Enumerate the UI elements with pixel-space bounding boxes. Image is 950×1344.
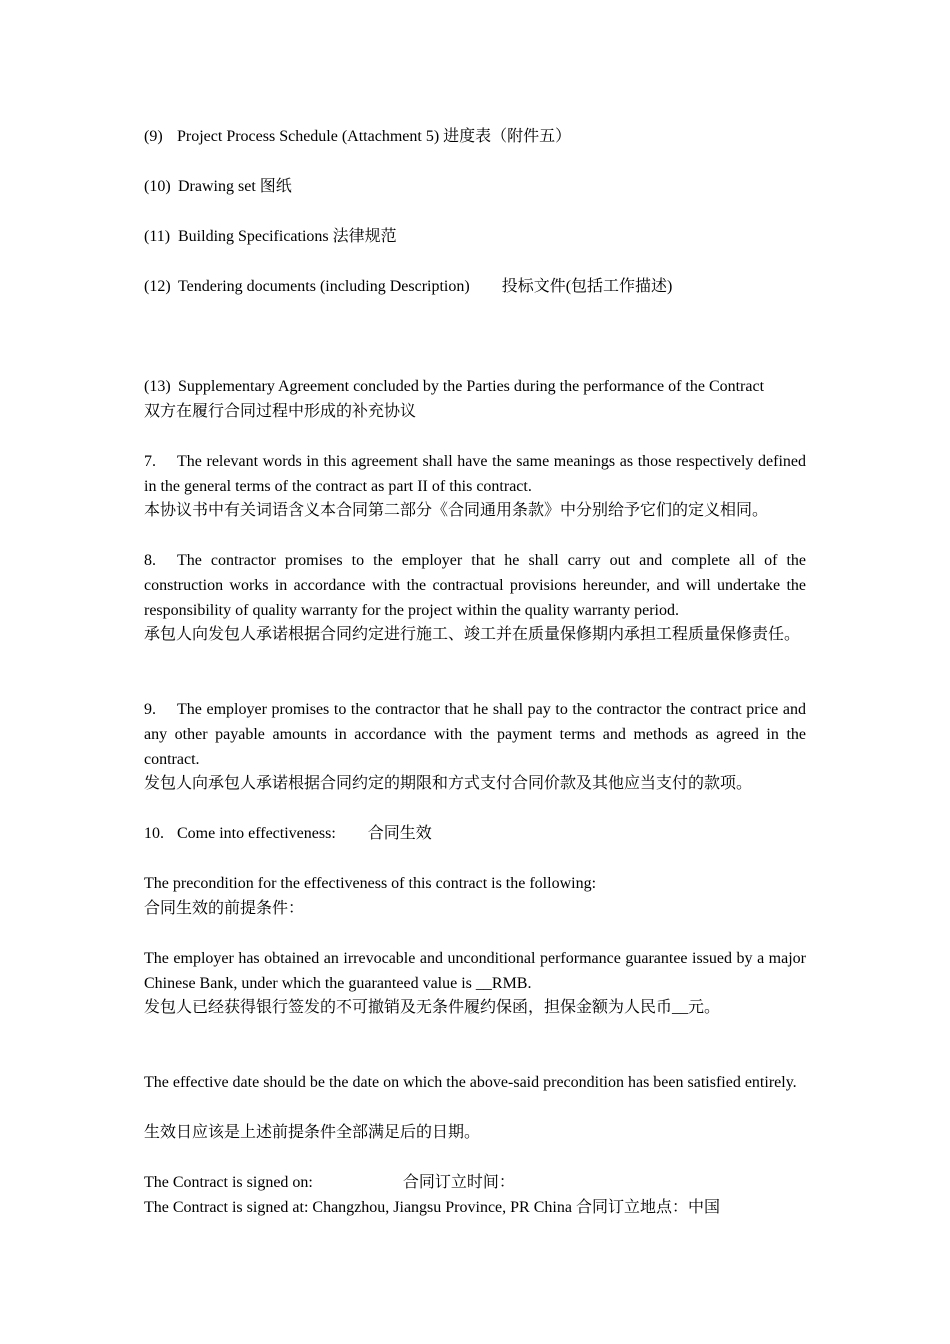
clause-9: [144, 697, 806, 772]
signed-at-line: The Contract is signed at: Changzhou, Jiangsu Province, PR China 合同订立地点：中国: [144, 1199, 720, 1216]
clause-7-cn: 本协议书中有关词语含义本合同第二部分《合同通用条款》中分别给予它们的定义相同。: [144, 502, 769, 519]
attachment-item-11: [144, 224, 806, 249]
signed-on-line: [144, 1170, 806, 1195]
item-number: (13): [144, 378, 171, 395]
attachment-item-13: [144, 374, 806, 399]
guarantee-text: The employer has obtained an irrevocable and unconditional performance guarantee issued by a major Chinese Bank, under which the guaranteed value is __RMB.: [144, 950, 806, 992]
clause-8-cn: 承包人向发包人承诺根据合同约定进行施工、竣工并在质量保修期内承担工程质量保修责任。: [144, 626, 801, 643]
effective-date-text-cn: 生效日应该是上述前提条件全部满足后的日期。: [144, 1124, 481, 1141]
item-text: Supplementary Agreement concluded by the Parties during the performance of the Contract: [178, 378, 765, 395]
guarantee-text-cn: 发包人已经获得银行签发的不可撤销及无条件履约保函，担保金额为人民币__元。: [144, 999, 721, 1016]
clause-number: 10.: [144, 825, 164, 842]
clause-text-cn: 合同生效: [367, 825, 432, 842]
item-text-cn: 投标文件(包括工作描述): [501, 278, 673, 295]
clause-text: Come into effectiveness:: [177, 825, 336, 842]
clause-number: 7.: [144, 453, 156, 470]
precondition-text: The precondition for the effectiveness of this contract is the following:: [144, 875, 597, 892]
clause-number: 8.: [144, 552, 156, 569]
clause-text: The employer promises to the contractor that he shall pay to the contractor the contract price and any other payable amounts in accordance with the payment terms and methods as agreed in the contract.: [144, 701, 806, 768]
clause-number: 9.: [144, 701, 156, 718]
clause-text: The contractor promises to the employer that he shall carry out and complete all of the construction works in accordance with the contractual provisions hereunder, and will undertake the responsibility of quality warranty for the project within the quality warranty period.: [144, 552, 806, 619]
attachment-item-12: [144, 274, 806, 299]
clause-7: [144, 449, 806, 499]
clause-10: [144, 821, 806, 846]
clause-8: [144, 548, 806, 623]
precondition-text-cn: 合同生效的前提条件：: [144, 900, 305, 917]
clause-text: The relevant words in this agreement shall have the same meanings as those respectively defined in the general terms of the contract as part II of this contract.: [144, 453, 806, 495]
item-text: Project Process Schedule (Attachment 5) 进度表（附件五）: [177, 128, 572, 145]
clause-9-cn: 发包人向承包人承诺根据合同约定的期限和方式支付合同价款及其他应当支付的款项。: [144, 775, 753, 792]
item-text: Drawing set 图纸: [178, 178, 292, 195]
item-text: Building Specifications 法律规范: [178, 228, 397, 245]
attachment-item-13-cn: 双方在履行合同过程中形成的补充协议: [144, 403, 417, 420]
item-number: (10): [144, 178, 171, 195]
attachment-item-10: [144, 174, 806, 199]
item-text: Tendering documents (including Description): [178, 278, 470, 295]
effective-date-text: The effective date should be the date on which the above-said precondition has been satisfied entirely.: [144, 1074, 797, 1091]
item-number: (12): [144, 278, 171, 295]
attachment-item-9: [144, 124, 806, 149]
item-number: (9): [144, 128, 163, 145]
signed-on-label: The Contract is signed on:: [144, 1174, 313, 1191]
signed-on-label-cn: 合同订立时间：: [402, 1174, 515, 1191]
item-number: (11): [144, 228, 171, 245]
